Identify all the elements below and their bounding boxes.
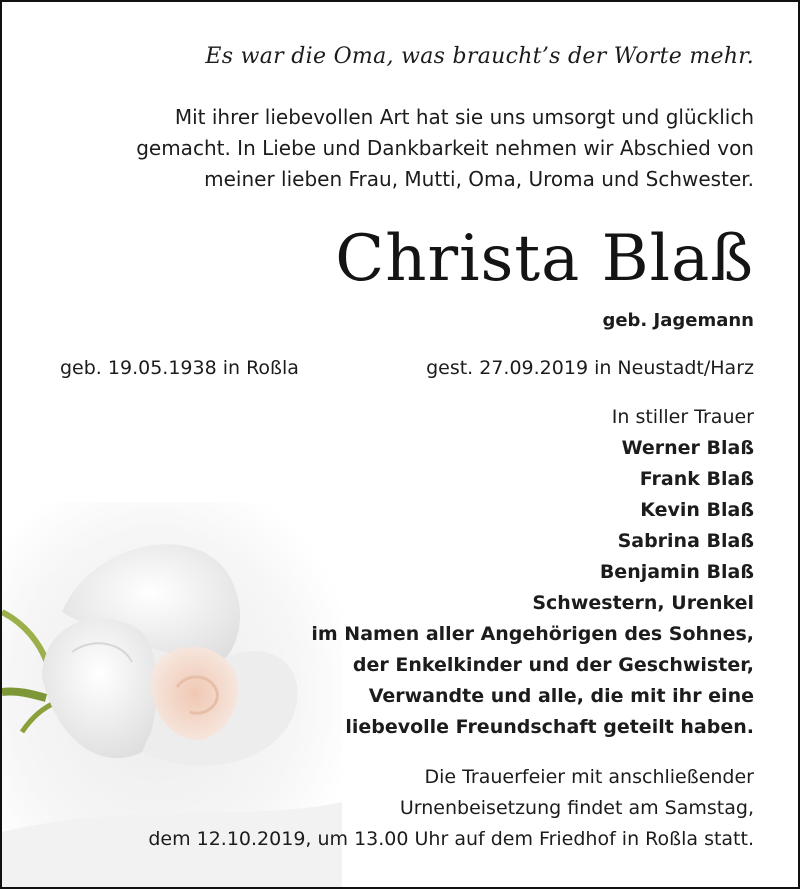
mourners-list [302,402,754,743]
opening-quote: Es war die Oma, was braucht’s der Worte mehr. [205,44,754,69]
mourner-name: Benjamin Blaß [599,561,754,583]
intro-line: gemacht. In Liebe und Dankbarkeit nehmen wir Abschied von [136,136,754,160]
ceremony-info [42,762,754,855]
mourner-name: Werner Blaß [621,437,754,459]
ceremony-line: Urnenbeisetzung findet am Samstag, [399,797,754,819]
intro-line: meiner lieben Frau, Mutti, Oma, Uroma und Schwester. [204,167,754,191]
death-date: gest. 27.09.2019 in Neustadt/Harz [426,357,754,379]
mourner-line: der Enkelkinder und der Geschwister, [352,654,754,676]
mourner-line: liebevolle Freundschaft geteilt haben. [345,716,754,738]
mourner-line: Verwandte und alle, die mit ihr eine [368,685,754,707]
mourners-heading: In stiller Trauer [611,406,754,428]
birth-date: geb. 19.05.1938 in Roßla [60,357,299,379]
intro-line: Mit ihrer liebevollen Art hat sie uns umsorgt und glücklich [174,105,754,129]
mourner-name: Schwestern, Urenkel [532,592,754,614]
life-dates [60,357,754,379]
ceremony-line: dem 12.10.2019, um 13.00 Uhr auf dem Friedhof in Roßla statt. [148,828,754,850]
mourner-name: Kevin Blaß [640,499,754,521]
deceased-name: Christa Blaß [335,222,754,296]
mourner-name: Frank Blaß [639,468,754,490]
maiden-name: geb. Jagemann [602,310,754,331]
ceremony-line: Die Trauerfeier mit anschließender [424,766,754,788]
mourner-line: im Namen aller Angehörigen des Sohnes, [311,623,754,645]
mourner-name: Sabrina Blaß [617,530,754,552]
intro-text [62,102,754,195]
